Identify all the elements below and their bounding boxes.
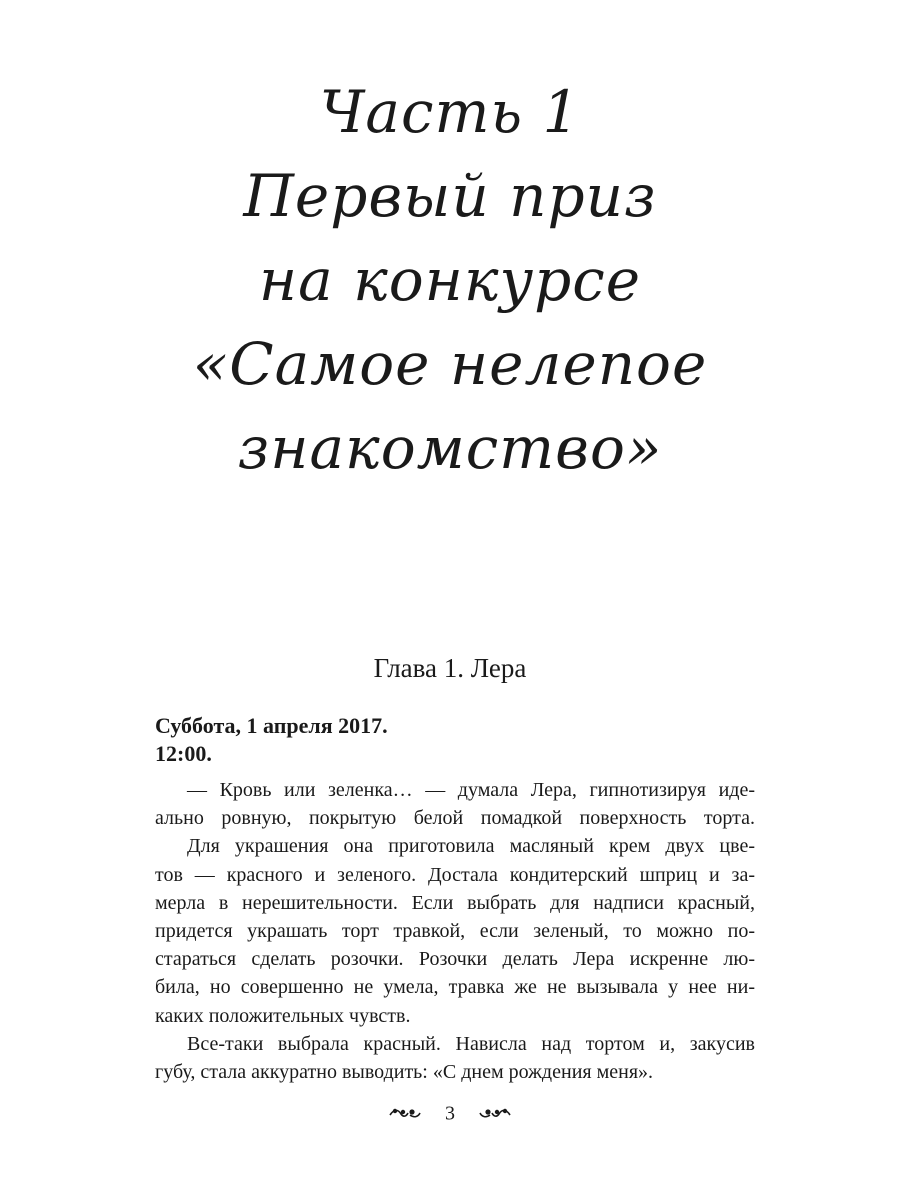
- part-title-line: на конкурсе: [258, 246, 642, 314]
- body-line: Все-таки выбрала красный. Нависла над тортом и, закусив: [187, 1032, 755, 1055]
- part-title-line: Первый приз: [243, 162, 657, 230]
- dateline: [155, 712, 388, 768]
- floral-ornament-icon: [388, 1106, 422, 1120]
- part-title-line: знакомство»: [237, 414, 663, 482]
- body-line: била, но совершенно не умела, травка же не вызывала у нее ни-: [155, 976, 755, 999]
- body-line: мерла в нерешительности. Если выбрать для надписи красный,: [155, 891, 755, 914]
- dateline-time: 12:00.: [155, 741, 212, 766]
- body-line: придется украшать торт травкой, если зеленый, то можно по-: [155, 919, 755, 942]
- body-line: — Кровь или зеленка… — думала Лера, гипнотизируя иде-: [187, 779, 755, 801]
- dateline-date: Суббота, 1 апреля 2017.: [155, 713, 388, 738]
- part-title: [150, 70, 750, 490]
- page-footer: [0, 1098, 900, 1127]
- body-text: [155, 776, 755, 1086]
- body-line: губу, стала аккуратно выводить: «С днем рождения меня».: [155, 1060, 654, 1083]
- body-line: ально ровную, покрытую белой помадкой поверхность торта.: [155, 807, 755, 830]
- part-title-line: «Самое нелепое: [192, 330, 708, 398]
- part-title-line: Часть 1: [319, 78, 581, 146]
- chapter-title: Глава 1. Лера: [373, 653, 527, 683]
- page-number: 3: [445, 1102, 455, 1125]
- body-line: Для украшения она приготовила масляный крем двух цве-: [187, 835, 755, 858]
- body-line: тов — красного и зеленого. Достала кондитерский шприц и за-: [155, 863, 755, 886]
- body-line: каких положительных чувств.: [155, 1004, 411, 1027]
- floral-ornament-icon: [478, 1106, 512, 1120]
- body-line: стараться сделать розочки. Розочки делать Лера искренне лю-: [155, 948, 755, 971]
